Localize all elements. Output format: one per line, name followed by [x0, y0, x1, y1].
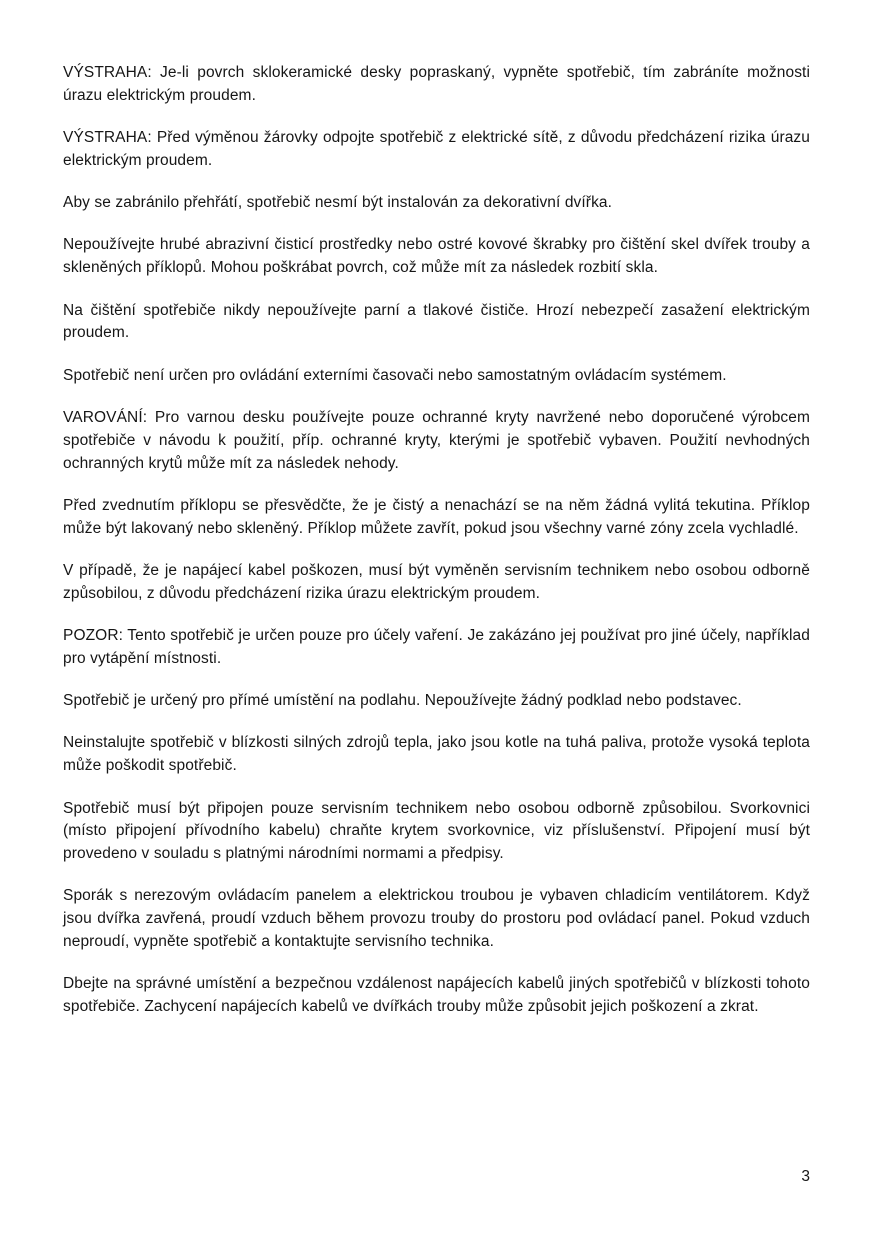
page-number: 3 [801, 1168, 810, 1185]
paragraph: Spotřebič není určen pro ovládání externími časovači nebo samostatným ovládacím systémem. [63, 366, 727, 384]
paragraph: Dbejte na správné umístění a bezpečnou vzdálenost napájecích kabelů jiných spotřebičů v blízkosti tohoto spotřebiče. Zachycení napájecích kabelů ve dvířkách trouby může způsobit jejich poškození a zkrat. [63, 975, 810, 1016]
paragraph: Spotřebič musí být připojen pouze servisním technikem nebo osobou odborně způsobilou. Svorkovnici (místo připojení přívodního kabelu) chraňte krytem svorkovnice, viz příslušenství. Připojení musí být provedeno v souladu s platnými národními normami a předpisy. [63, 799, 810, 863]
paragraph: POZOR: Tento spotřebič je určen pouze pro účely vaření. Je zakázáno jej používat pro jiné účely, například pro vytápění místnosti. [63, 627, 810, 667]
paragraph: Neinstalujte spotřebič v blízkosti silných zdrojů tepla, jako jsou kotle na tuhá paliva, protože vysoká teplota může poškodit spotřebič. [63, 734, 810, 775]
paragraph: VAROVÁNÍ: Pro varnou desku používejte pouze ochranné kryty navržené nebo doporučené výrobcem spotřebiče v návodu k použití, příp. ochranné kryty, kterými je spotřebič vybaven. Použití nevhodných ochranných krytů může mít za následek nehody. [63, 408, 810, 472]
safety-warnings-text [63, 62, 810, 1038]
paragraph: Na čištění spotřebiče nikdy nepoužívejte parní a tlakové čističe. Hrozí nebezpečí zasažení elektrickým proudem. [63, 301, 810, 342]
paragraph: Sporák s nerezovým ovládacím panelem a elektrickou troubou je vybaven chladicím ventilátorem. Když jsou dvířka zavřená, proudí vzduch během provozu trouby do prostoru pod ovládací panel. Pokud vzduch neproudí, vypněte spotřebič a kontaktujte servisního technika. [63, 887, 810, 951]
paragraph: Spotřebič je určený pro přímé umístění na podlahu. Nepoužívejte žádný podklad nebo podstavec. [63, 692, 742, 710]
paragraph: Aby se zabránilo přehřátí, spotřebič nesmí být instalován za dekorativní dvířka. [63, 194, 613, 212]
paragraph: V případě, že je napájecí kabel poškozen, musí být vyměněn servisním technikem nebo osobou odborně způsobilou, z důvodu předcházení rizika úrazu elektrickým proudem. [63, 561, 810, 602]
paragraph: Před zvednutím příklopu se přesvědčte, že je čistý a nenachází se na něm žádná vylitá tekutina. Příklop může být lakovaný nebo skleněný. Příklop můžete zavřít, pokud jsou všechny varné zóny zcela vychladlé. [63, 496, 810, 537]
paragraph: VÝSTRAHA: Před výměnou žárovky odpojte spotřebič z elektrické sítě, z důvodu předcházení rizika úrazu elektrickým proudem. [63, 129, 810, 169]
paragraph: Nepoužívejte hrubé abrazivní čisticí prostředky nebo ostré kovové škrabky pro čištění skel dvířek trouby a skleněných příklopů. Mohou poškrábat povrch, což může mít za následek rozbití skla. [63, 236, 810, 277]
paragraph: VÝSTRAHA: Je-li povrch sklokeramické desky popraskaný, vypněte spotřebič, tím zabráníte možnosti úrazu elektrickým proudem. [63, 64, 810, 104]
